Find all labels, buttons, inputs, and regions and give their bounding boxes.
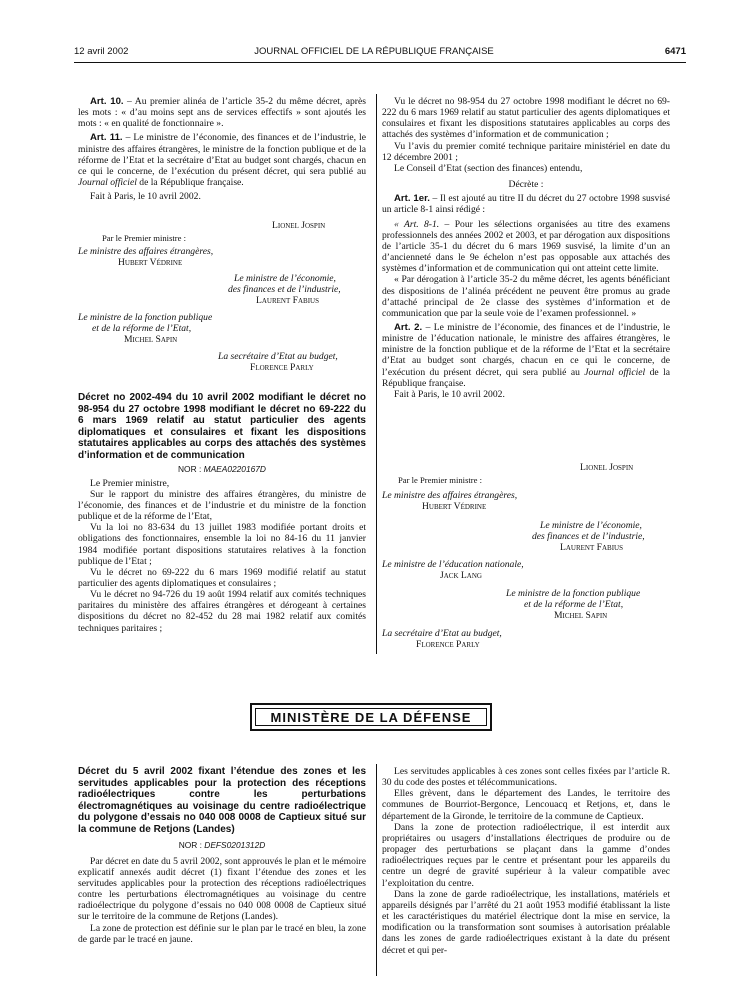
decret-2-p3: Les servitudes applicables à ces zones sont celles fixées par l’article R. 30 du code des postes et télécommunications. xyxy=(382,766,670,789)
r-signatory-mae-role: Le ministre des affaires étrangères, xyxy=(382,490,518,501)
column-divider-bottom xyxy=(376,764,377,976)
header-date: 12 avril 2002 xyxy=(74,46,129,57)
r-signatory-edu-name: Jack Lang xyxy=(440,570,482,581)
signatory-fp-role2: et de la réforme de l’Etat, xyxy=(92,323,192,334)
decret-2-nor: NOR : DEFS0201312D xyxy=(178,839,266,850)
par-premier-ministre: Par le Premier ministre : xyxy=(102,233,187,243)
signatory-eco-role1: Le ministre de l’économie, xyxy=(234,273,336,284)
signatory-fp-name: Michel Sapin xyxy=(124,334,178,345)
r-signatory-eco-name: Laurent Fabius xyxy=(560,542,623,553)
decrete: Décrète : xyxy=(508,179,544,191)
article-1: Art. 1er. – Il est ajouté au titre II du décret du 27 octobre 1998 susvisé un article 8-1 ainsi rédigé : xyxy=(382,193,670,216)
ministry-banner xyxy=(250,703,492,731)
r-signatory-fp-role1: Le ministre de la fonction publique xyxy=(506,588,641,599)
r-signatory-pm: Lionel Jospin xyxy=(580,462,634,473)
decret-2-left xyxy=(78,766,366,945)
decret-1-p4: Vu le décret no 69-222 du 6 mars 1969 modifié relatif au statut particulier des agents diplomatiques et consulaires ; xyxy=(78,566,366,589)
decret-2-p5: Dans la zone de protection radioélectrique, il est interdit aux propriétaires ou usagers d’installations électriques de produire ou de propager des perturbations se plaçant dans la gamme d’ondes radioélectriques reçues par le centre et présentant pour les appareils du centre un degré de gravité supérieur à la valeur compatible avec l’exploitation du centre. xyxy=(382,821,670,889)
right-column-top xyxy=(382,96,670,400)
r-signatory-budget-role: La secrétaire d’Etat au budget, xyxy=(382,628,502,639)
decret-1-p2: Sur le rapport du ministre des affaires étrangères, du ministre de l’économie, des finances et de l’industrie et du ministre de la fonction publique et de la réforme de l’Etat, xyxy=(78,488,366,523)
journal-title: JOURNAL OFFICIEL DE LA RÉPUBLIQUE FRANÇAISE xyxy=(254,46,494,57)
decret-1-title: Décret no 2002-494 du 10 avril 2002 modifiant le décret no 98-954 du 27 octobre 1998 modifiant le décret no 69-222 du 6 mars 1969 relatif au statut particulier des agents diplomatiques et consulaires et fixant les dispositions statutaires applicables au corps des attachés des systèmes d’information et de communication xyxy=(78,392,366,461)
r-signatory-edu-role: Le ministre de l’éducation nationale, xyxy=(382,559,524,570)
column-divider-top xyxy=(376,94,377,654)
signatory-eco-role2: des finances et de l’industrie, xyxy=(228,284,341,295)
decret-2-title: Décret du 5 avril 2002 fixant l’étendue des zones et les servitudes applicables pour la protection des réceptions radioélectriques contre les perturbations électromagnétiques au voisinage du centre radioélectrique du polygone d’essais no 040 008 0008 de Captieux situé sur la commune de Retjons (Landes) xyxy=(78,766,366,835)
header-rule xyxy=(74,62,686,63)
signatory-budget-name: Florence Parly xyxy=(250,362,314,373)
article-11: Art. 11. – Le ministre de l’économie, des finances et de l’industrie, le ministre des affaires étrangères, le ministre de la fonction publique et de la réforme de l’Etat et la secrétaire d’Etat au budget sont chargés, chacun en ce qui le concerne, de l’exécution du présent décret, qui sera publié au Journal officiel de la République française. xyxy=(78,132,366,189)
decret-2-p6: Dans la zone de garde radioélectrique, les installations, matériels et appareils désignés par l’arrêté du 21 août 1953 modifié établissant la liste et les caractéristiques du matériel électrique dont la mise en service, la modification ou la transformation sont soumises à autorisation préalable dans les zones de garde radioélectriques existant à la date du présent décret et qui per- xyxy=(382,888,670,956)
signatory-fp-role1: Le ministre de la fonction publique xyxy=(78,312,213,323)
right-p1: Vu le décret no 98-954 du 27 octobre 1998 modifiant le décret no 69-222 du 6 mars 1969 relatif au statut particulier des agents diplomatiques et consulaires et fixant les dispositions statutaires applicables au corps des attachés des systèmes d’information et de communication ; xyxy=(382,96,670,141)
article-8-1: « Art. 8-1. – Pour les sélections organisées au titre des examens professionnels des années 2002 et 2003, et par dérogation aux dispositions de l’article 35-1 du décret du 6 mars 1969 susvisé, la limite d’un an d’ancienneté dans le 9e échelon n’est pas opposable aux attachés des systèmes d’information et de communication qui ont atteint cette limite. xyxy=(382,218,671,275)
r-signatory-budget-name: Florence Parly xyxy=(416,639,480,650)
left-column-top xyxy=(78,96,366,202)
decret-1-p1: Le Premier ministre, xyxy=(90,477,170,489)
decret-1-p3: Vu la loi no 83-634 du 13 juillet 1983 modifiée portant droits et obligations des fonctionnaires, ensemble la loi no 84-16 du 11 janvier 1984 modifiée portant dispositions statutaires relatives à la fonction publique de l’Etat ; xyxy=(78,522,366,567)
decret-1-block xyxy=(78,392,366,634)
r-par-premier-ministre: Par le Premier ministre : xyxy=(398,475,483,485)
r-signatory-fp-role2: et de la réforme de l’Etat, xyxy=(524,599,624,610)
ministry-banner-label: MINISTÈRE DE LA DÉFENSE xyxy=(270,709,472,725)
right-p4: « Par dérogation à l’article 35-2 du même décret, les agents bénéficiant des dispositions de l’alinéa précédent ne peuvent être promus au grade d’attaché principal de 2e classe des systèmes d’information et de communication que par la seule voie de l’examen professionnel. » xyxy=(382,274,670,319)
decret-2-p4: Elles grèvent, dans le département des Landes, le territoire des communes de Bourriot-Bergonce, Lencouacq et Retjons, et, dans le département de la Gironde, le territoire de la commune de Captieux. xyxy=(382,788,670,822)
fait-a-paris: Fait à Paris, le 10 avril 2002. xyxy=(90,191,201,203)
signatory-mae-name: Hubert Védrine xyxy=(118,257,183,268)
decret-2-p1: Par décret en date du 5 avril 2002, sont approuvés le plan et le mémoire explicatif annexés audit décret (1) fixant l’étendue des zones et les servitudes applicables pour la protection des réceptions radioélectriques contre les perturbations électromagnétiques au voisinage du centre radioélectrique du polygone d’essais no 040 008 0008 de Captieux situé sur le territoire de la commune de Retjons (Landes). xyxy=(78,855,366,923)
decret-2-p2: La zone de protection est définie sur le plan par le tracé en bleu, la zone de garde par le tracé en jaune. xyxy=(78,922,366,945)
signatory-pm: Lionel Jospin xyxy=(272,220,326,231)
signatory-eco-name: Laurent Fabius xyxy=(256,295,319,306)
right-fait: Fait à Paris, le 10 avril 2002. xyxy=(394,388,505,400)
r-signatory-eco-role2: des finances et de l’industrie, xyxy=(532,531,645,542)
r-signatory-eco-role1: Le ministre de l’économie, xyxy=(540,520,642,531)
r-signatory-fp-name: Michel Sapin xyxy=(554,610,608,621)
article-10: Art. 10. – Au premier alinéa de l’article 35-2 du même décret, après les mots : « d’au moins sept ans de services effectifs » sont ajoutés les mots : « en qualité de fonctionnaire ». xyxy=(78,96,366,130)
decret-2-right xyxy=(382,766,670,956)
signatory-budget-role: La secrétaire d’Etat au budget, xyxy=(218,351,338,362)
r-signatory-mae-name: Hubert Védrine xyxy=(422,501,487,512)
right-p3: Le Conseil d’Etat (section des finances) entendu, xyxy=(394,162,583,174)
signatory-mae-role: Le ministre des affaires étrangères, xyxy=(78,246,214,257)
page-number: 6471 xyxy=(664,46,686,57)
right-p2: Vu l’avis du premier comité technique paritaire ministériel en date du 12 décembre 2001 ; xyxy=(382,140,670,163)
decret-1-p5: Vu le décret no 94-726 du 19 août 1994 relatif aux comités techniques paritaires du ministère des affaires étrangères et dérogeant à certaines dispositions du décret no 82-452 du 28 mai 1982 relatif aux comités techniques paritaires ; xyxy=(78,589,366,634)
article-2: Art. 2. – Le ministre de l’économie, des finances et de l’industrie, le ministre de l’éducation nationale, le ministre des affaires étrangères, le ministre de la fonction publique et de la réforme de l’Etat et la secrétaire d’Etat au budget sont chargés, chacun en ce qui le concerne, de l’exécution du présent décret, qui sera publié au Journal officiel de la République française. xyxy=(382,321,670,389)
decret-1-nor: NOR : MAEA0220167D xyxy=(178,463,266,474)
